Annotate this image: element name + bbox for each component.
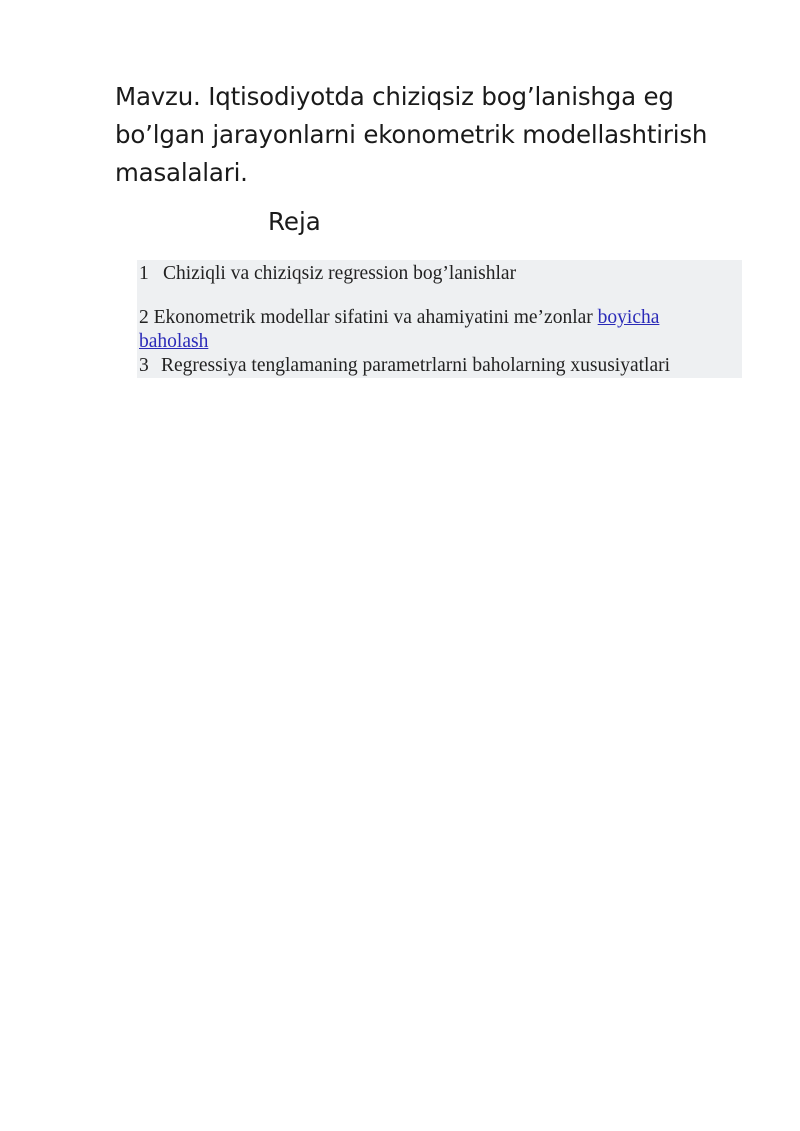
plan-item-3: [139, 354, 670, 378]
plan-item-1: [139, 262, 516, 286]
baholash-link[interactable]: baholash: [139, 331, 209, 352]
plan-item-text: Ekonometrik modellar sifatini va ahamiyatini me’zonlar: [153, 307, 593, 328]
plan-item-2-continued: [139, 330, 208, 354]
plan-item-number: 1: [139, 263, 149, 284]
plan-item-number: 2: [139, 307, 149, 328]
plan-heading: Reja: [268, 207, 321, 236]
plan-item-text: Regressiya tenglamaning parametrlarni baholarning xususiyatlari: [161, 355, 671, 376]
plan-item-text: Chiziqli va chiziqsiz regression bog’lanishlar: [163, 263, 517, 284]
plan-list: [137, 260, 742, 378]
boyicha-link[interactable]: boyicha: [597, 307, 660, 328]
plan-item-number: 3: [139, 355, 149, 376]
plan-item-2: [139, 306, 659, 330]
page-title: Mavzu. Iqtisodiyotda chiziqsiz bog’lanishga eg bo’lgan jarayonlarni ekonometrik modellashtirish masalalari.: [115, 82, 708, 187]
